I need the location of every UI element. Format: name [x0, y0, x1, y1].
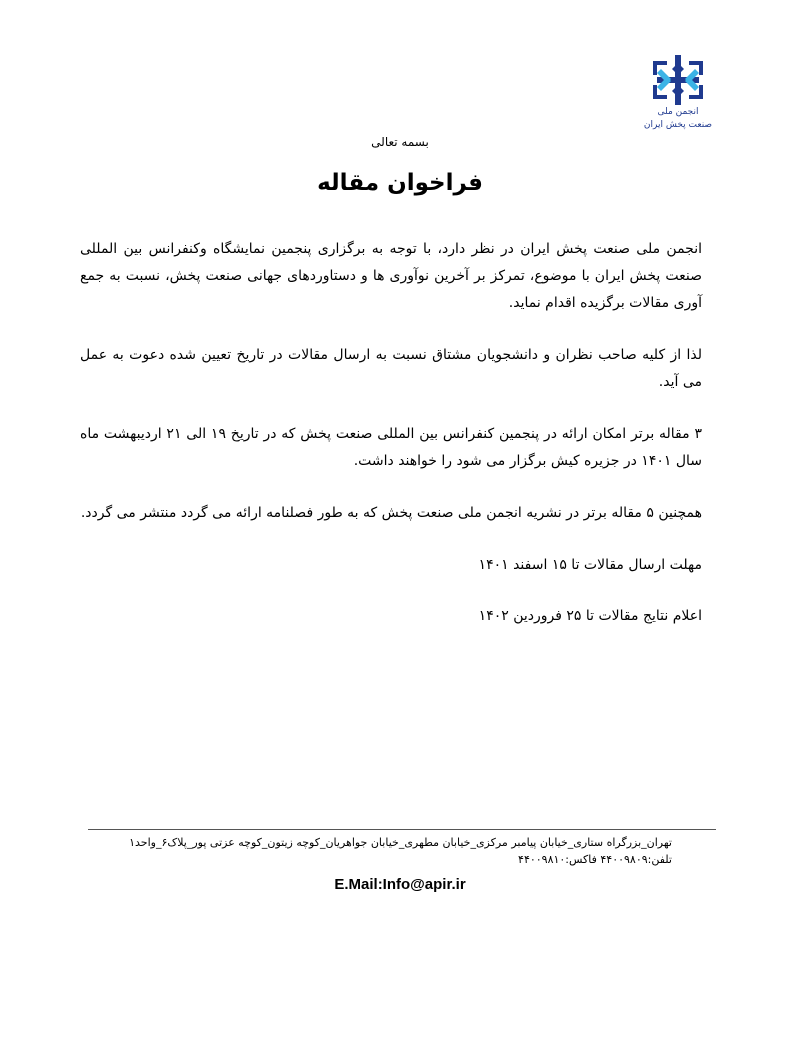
results-announcement: اعلام نتایج مقالات تا ۲۵ فروردین ۱۴۰۲: [478, 608, 702, 624]
paragraph-invitation: لذا از کلیه صاحب نظران و دانشجویان مشتاق نسبت به ارسال مقالات در تاریخ تعیین شده دعوت به عمل می آید.: [80, 347, 702, 390]
logo-line-1: انجمن ملی: [657, 107, 699, 117]
letter-body: [80, 236, 702, 654]
salutation: بسمه تعالی: [371, 135, 429, 149]
paragraph-intro: انجمن ملی صنعت پخش ایران در نظر دارد، با توجه به برگزاری پنجمین نمایشگاه وکنفرانس بین المللی صنعت پخش ایران با موضوع، تمرکز بر آخرین نوآوری ها و دستاوردهای جهانی صنعت پخش، نسبت به جمع آوری مقالات برگزیده اقدام نماید.: [80, 241, 702, 311]
association-logo: [640, 55, 716, 131]
footer-phone: تلفن:۴۴۰۰۹۸۰۹ فاکس:۴۴۰۰۹۸۱۰: [518, 853, 672, 866]
footer-address: تهران_بزرگراه ستاری_خیابان پیامبر مرکزی_خیابان مطهری_خیابان جواهریان_کوچه زیتون_کوچه عزتی پور_پلاک۶_واحد۱: [129, 836, 672, 849]
paragraph-conference: ۳ مقاله برتر امکان ارائه در پنجمین کنفرانس بین المللی صنعت پخش که در تاریخ ۱۹ الی ۲۱ اردیبهشت ماه سال ۱۴۰۱ در جزیره کیش برگزار می شود را خواهند داشت.: [80, 426, 702, 469]
footer-divider: [88, 829, 716, 830]
submission-deadline: مهلت ارسال مقالات تا ۱۵ اسفند ۱۴۰۱: [478, 557, 702, 573]
paragraph-journal: همچنین ۵ مقاله برتر در نشریه انجمن ملی صنعت پخش که به طور فصلنامه ارائه می گردد منتشر می گردد.: [80, 505, 702, 521]
logo-line-2: صنعت پخش ایران: [643, 120, 713, 130]
snowflake-emblem-icon: [651, 55, 705, 105]
footer-contact: [88, 834, 672, 868]
page-title: فراخوان مقاله: [317, 170, 483, 196]
footer-email[interactable]: E.Mail:Info@apir.ir: [334, 876, 466, 893]
